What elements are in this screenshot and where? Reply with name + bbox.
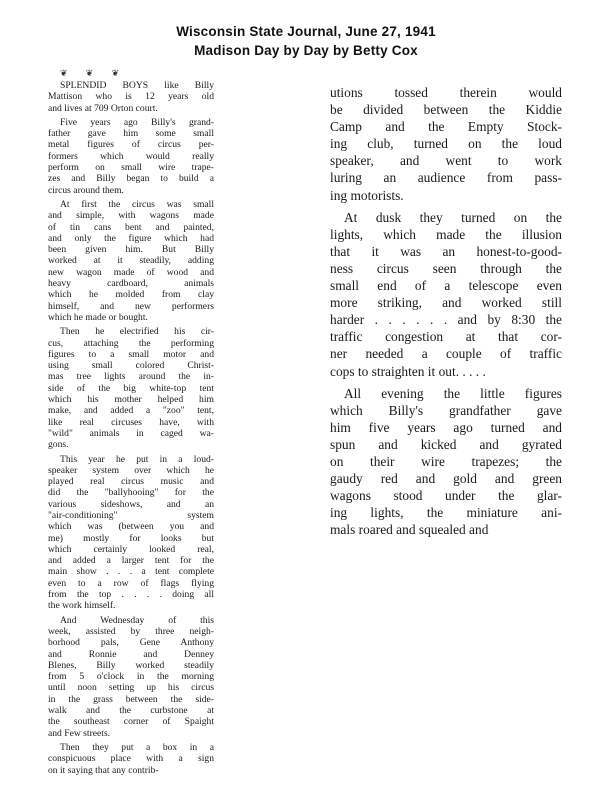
- text-line: At dusk they turned on the: [344, 209, 562, 225]
- column-title: Madison Day by Day by Betty Cox: [194, 43, 418, 58]
- paragraph: [48, 80, 214, 114]
- text-line: week, assisted by three neigh-: [48, 625, 214, 637]
- text-line: heavy cardboard, animals: [48, 278, 214, 290]
- text-line: And Wednesday of this: [60, 614, 214, 626]
- text-line: and Few streets.: [48, 727, 111, 739]
- paragraph: [48, 454, 214, 612]
- text-line: ing motorists.: [330, 187, 404, 203]
- text-line: ing club, turned on the loud: [330, 136, 562, 152]
- text-line: luring an audience from pass-: [330, 170, 562, 186]
- text-line: ness circus seen through the: [330, 260, 562, 276]
- text-line: new wagon made of wood and: [48, 266, 214, 278]
- text-line: perform on small wire trape-: [48, 162, 214, 174]
- paragraph: [48, 199, 214, 323]
- text-line: the southeast corner of Spaight: [48, 716, 214, 728]
- text-line: small end of a telescope even: [330, 278, 562, 294]
- paragraph: [330, 385, 562, 539]
- text-line: gaudy red and gold and green: [330, 471, 562, 487]
- right-column: [330, 84, 562, 538]
- text-line: and simple, with wagons made: [48, 210, 214, 222]
- text-line: himself, and new performers: [48, 300, 214, 312]
- text-line: Camp and the Empty Stock-: [330, 119, 562, 135]
- text-line: from the top . . . . doing all: [48, 589, 214, 601]
- article-header: [0, 22, 612, 60]
- text-line: harder . . . . . . and by 8:30 the: [330, 312, 562, 328]
- text-line: conspicuous place with a sign: [48, 753, 214, 765]
- text-line: worked at it steadily, adding: [48, 255, 214, 267]
- text-line: mals roared and squealed and: [330, 522, 489, 538]
- text-line: from 5 o'clock in the morning: [48, 671, 214, 683]
- text-line: Five years ago Billy's grand-: [60, 116, 214, 128]
- text-line: and lives at 709 Orton court.: [48, 102, 158, 114]
- text-line: on it saying that any contrib-: [48, 764, 159, 776]
- text-line: until noon setting up his circus: [48, 682, 214, 694]
- text-line: the work himself.: [48, 600, 116, 612]
- text-line: "wild" animals in caged wa-: [48, 427, 214, 439]
- text-line: wagons stood under the glar-: [330, 488, 562, 504]
- text-line: which his mother helped him: [48, 394, 214, 406]
- text-line: walk and the curbstone at: [48, 705, 214, 717]
- text-line: cus, attaching the performing: [48, 337, 214, 349]
- text-line: that it was an honest-to-good-: [330, 243, 562, 259]
- text-line: side of the big white-top tent: [48, 382, 214, 394]
- paragraph: [48, 615, 214, 739]
- text-line: formers which would really: [48, 150, 214, 162]
- text-line: speaker, and went to work: [330, 153, 562, 169]
- text-line: played real circus music and: [48, 476, 214, 488]
- text-line: and Ronnie and Denney: [48, 648, 214, 660]
- text-line: been given him. But Billy: [48, 244, 214, 256]
- paragraph: [48, 742, 214, 776]
- text-line: traffic congestion at that cor-: [330, 329, 562, 345]
- ornament-divider: ❦ ❦ ❦: [60, 68, 128, 78]
- paragraph: [330, 84, 562, 204]
- text-line: Then they put a box in a: [60, 741, 214, 753]
- text-line: which was (between you and: [48, 521, 214, 533]
- text-line: borhood pals, Gene Anthony: [48, 637, 214, 649]
- text-line: SPLENDID BOYS like Billy: [60, 80, 214, 91]
- text-line: like real circuses have, with: [48, 416, 214, 428]
- text-line: of tin cans bent and painted,: [48, 221, 214, 233]
- text-line: Mattison who is 12 years old: [48, 91, 214, 103]
- text-line: zes and Billy began to build a: [48, 173, 214, 185]
- text-line: which he made or bought.: [48, 311, 148, 323]
- text-line: At first the circus was small: [60, 198, 214, 210]
- text-line: ing lights, the miniature ani-: [330, 505, 562, 521]
- paragraph: [48, 117, 214, 196]
- text-line: make, and added a "zoo" tent,: [48, 405, 214, 417]
- text-line: This year he put in a loud-: [60, 453, 214, 465]
- text-line: main show . . . a tent complete: [48, 566, 214, 578]
- text-line: in the grass between the side-: [48, 693, 214, 705]
- text-line: spun and kicked and gyrated: [330, 436, 562, 452]
- text-line: metal figures of circus per-: [48, 139, 214, 151]
- text-line: even to a row of flags flying: [48, 577, 214, 589]
- text-line: using small colored Christ-: [48, 360, 214, 372]
- publication-line: Wisconsin State Journal, June 27, 1941: [176, 24, 436, 39]
- text-line: me) mostly for looks but: [48, 532, 214, 544]
- left-column: [48, 68, 214, 776]
- paragraph: [48, 326, 214, 450]
- text-line: various sideshows, and an: [48, 498, 214, 510]
- text-line: circus around them.: [48, 184, 124, 196]
- text-line: utions tossed therein would: [330, 85, 562, 100]
- text-line: mas tree lights around the in-: [48, 371, 214, 383]
- text-line: Then he electrified his cir-: [60, 326, 214, 338]
- text-line: ner needed a couple of traffic: [330, 346, 562, 362]
- text-line: him five years ago turned and: [330, 419, 562, 435]
- text-line: which he molded from clay: [48, 289, 214, 301]
- text-line: more striking, and worked still: [330, 295, 562, 311]
- text-line: cops to straighten it out. . . . .: [330, 363, 486, 379]
- text-line: "air-conditioning" system: [48, 509, 214, 521]
- text-line: did the "ballyhooing" for the: [48, 487, 214, 499]
- text-line: gons.: [48, 439, 69, 451]
- text-line: All evening the little figures: [344, 385, 562, 401]
- text-line: on their wire trapezes; the: [330, 453, 562, 469]
- text-line: lights, which made the illusion: [330, 226, 562, 242]
- text-line: Blenes, Billy worked steadily: [48, 659, 214, 671]
- text-line: figures to a small motor and: [48, 348, 214, 360]
- text-line: and only the figure which had: [48, 232, 214, 244]
- text-line: father gave him some small: [48, 128, 214, 140]
- text-line: and added a larger tent for the: [48, 555, 214, 567]
- paragraph: [330, 209, 562, 380]
- text-line: speaker system over which he: [48, 464, 214, 476]
- text-line: which certainly looked real,: [48, 543, 214, 555]
- text-line: be divided between the Kiddie: [330, 102, 562, 118]
- text-line: which Billy's grandfather gave: [330, 402, 562, 418]
